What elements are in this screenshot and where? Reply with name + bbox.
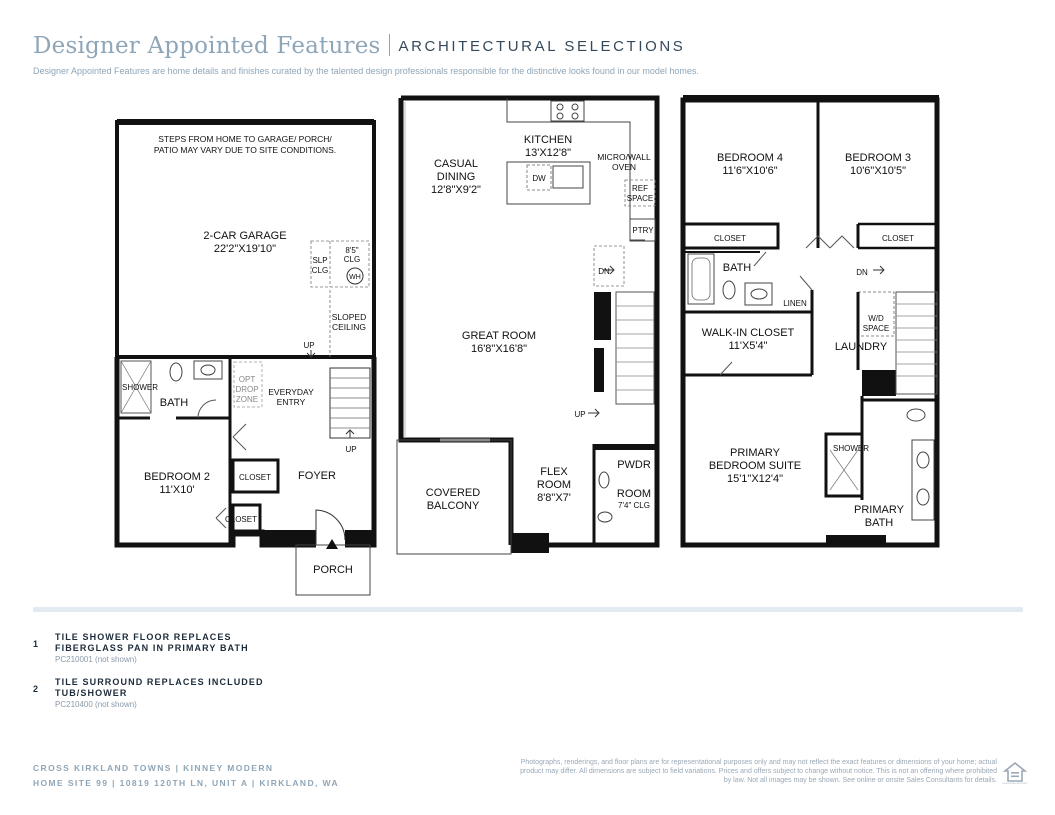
main-up-label: UP: [574, 410, 586, 419]
garage-ceiling-height: 8'5": [345, 246, 359, 255]
main-down-label: DN: [598, 267, 610, 276]
equal-housing-label: EQUAL HOUSING OPPORTUNITY: [1002, 783, 1028, 785]
pantry-label: PTRY: [632, 226, 654, 235]
micro-oven-line1: MICRO/WALL: [597, 152, 651, 162]
plan-ground-floor: [117, 122, 374, 595]
casual-dining-line1: CASUAL: [433, 158, 479, 170]
bedroom2-dimensions: 11'X10': [159, 484, 195, 496]
drop-zone-line1: OPT: [238, 375, 256, 384]
bedroom2-label: BEDROOM 2: [143, 471, 211, 483]
sloped-ceiling-line2: CEILING: [331, 322, 367, 332]
washer-dryer-line2: SPACE: [862, 324, 890, 333]
option-code: PC210001 (not shown): [55, 655, 137, 664]
shower-label: SHOWER: [122, 383, 158, 392]
ref-space-line1: REF: [632, 184, 648, 193]
bedroom3-label: BEDROOM 3: [844, 152, 912, 164]
option-title-line2: FIBERGLASS PAN IN PRIMARY BATH: [55, 643, 249, 653]
page-subtitle: ARCHITECTURAL SELECTIONS: [398, 38, 686, 55]
footer-info: [33, 761, 339, 791]
garage-ceiling-label: CLG: [343, 255, 361, 264]
great-room-label: GREAT ROOM: [461, 330, 537, 342]
upper-bath-label: BATH: [722, 262, 752, 274]
garage-note-line2: PATIO MAY VARY DUE TO SITE CONDITIONS.: [153, 145, 337, 155]
water-heater-label: WH: [349, 274, 361, 281]
primary-shower-label: SHOWER: [833, 444, 869, 453]
page-title: Designer Appointed Features: [33, 33, 381, 59]
powder-room-ceiling: 7'4" CLG: [618, 501, 650, 510]
bedroom4-dimensions: 11'6"X10'6": [722, 165, 778, 177]
washer-dryer-line1: W/D: [868, 314, 884, 323]
primary-suite-dimensions: 15'1"X12'4": [726, 473, 784, 485]
ref-space-line2: SPACE: [626, 194, 654, 203]
slope-ceiling-label: CLG: [311, 266, 329, 275]
equal-housing-icon: [1003, 760, 1027, 784]
section-divider: [33, 607, 1023, 612]
page-description: Designer Appointed Features are home details and finishes curated by the talented design professionals responsible for the distinctive looks found in our model homes.: [33, 66, 699, 76]
slope-label: SLP: [312, 256, 328, 265]
primary-bath-line2: BATH: [864, 517, 894, 529]
linen-label: LINEN: [783, 299, 807, 308]
plan-main-floor: [397, 98, 657, 554]
powder-room-line1: PWDR: [617, 459, 651, 471]
option-title-line1: TILE SHOWER FLOOR REPLACES: [55, 632, 232, 642]
sloped-ceiling-line1: SLOPED: [331, 312, 367, 322]
garage-label: 2-CAR GARAGE: [203, 230, 287, 242]
bath-label: BATH: [159, 397, 189, 409]
dishwasher-label: DW: [532, 174, 546, 183]
flex-room-line2: ROOM: [536, 479, 572, 491]
option-item-2: [33, 677, 353, 717]
kitchen-label: KITCHEN: [523, 134, 573, 146]
option-number: 1: [33, 639, 39, 649]
footer-disclaimer: Photographs, renderings, and floor plans are for representational purposes only and may not reflect the exact features or dimensions of your home; actual product may differ. All dimensions are subject to field variations. Prices and offers subject to change without notice. This is not an offering where prohibited by law. Not all images may be shown. See online or onsite Sales Consultants for details.: [520, 759, 997, 784]
porch-label: PORCH: [313, 564, 353, 576]
option-code: PC210400 (not shown): [55, 700, 137, 709]
drop-zone-line2: DROP: [235, 385, 259, 394]
micro-oven-line2: OVEN: [611, 162, 637, 172]
option-title-line2: TUB/SHOWER: [55, 688, 128, 698]
closet-label-4: CLOSET: [881, 234, 915, 243]
balcony-line1: COVERED: [425, 487, 481, 499]
walk-in-closet-label: WALK-IN CLOSET: [701, 327, 795, 339]
foyer-label: FOYER: [298, 470, 336, 482]
closet-label-2: CLOSET: [224, 515, 258, 524]
footer-community: CROSS KIRKLAND TOWNS | KINNEY MODERN: [33, 763, 274, 773]
garage-note-line1: STEPS FROM HOME TO GARAGE/ PORCH/: [158, 134, 332, 144]
balcony-line2: BALCONY: [426, 500, 480, 512]
bedroom3-dimensions: 10'6"X10'5": [849, 165, 907, 177]
footer-address: HOME SITE 99 | 10819 120TH LN, UNIT A | KIRKLAND, WA: [33, 778, 339, 788]
upper-down-label: DN: [856, 268, 868, 277]
drop-zone-line3: ZONE: [235, 395, 259, 404]
walk-in-closet-dimensions: 11'X5'4": [728, 340, 768, 352]
casual-dining-line2: DINING: [436, 171, 476, 183]
everyday-entry-line1: EVERYDAY: [268, 387, 314, 397]
laundry-label: LAUNDRY: [834, 341, 888, 353]
casual-dining-dimensions: 12'8"X9'2": [431, 184, 481, 196]
great-room-dimensions: 16'8"X16'8": [470, 343, 528, 355]
option-title-line1: TILE SURROUND REPLACES INCLUDED: [55, 677, 264, 687]
flex-room-line1: FLEX: [540, 466, 568, 478]
closet-label-3: CLOSET: [713, 234, 747, 243]
plan-upper-floor: [683, 98, 939, 545]
primary-bath-line1: PRIMARY: [854, 504, 904, 516]
option-item-1: [33, 632, 353, 672]
option-number: 2: [33, 684, 39, 694]
bedroom4-label: BEDROOM 4: [716, 152, 784, 164]
flex-room-dimensions: 8'8"X7': [537, 492, 571, 504]
primary-suite-line2: BEDROOM SUITE: [708, 460, 802, 472]
garage-dimensions: 22'2"X19'10": [213, 243, 277, 255]
kitchen-dimensions: 13'X12'8": [524, 147, 572, 159]
everyday-entry-line2: ENTRY: [276, 397, 306, 407]
primary-suite-line1: PRIMARY: [730, 447, 780, 459]
stairs-up-label: UP: [345, 445, 357, 454]
garage-up-label: UP: [303, 341, 315, 350]
powder-room-line2: ROOM: [616, 488, 652, 500]
closet-label-1: CLOSET: [238, 473, 272, 482]
